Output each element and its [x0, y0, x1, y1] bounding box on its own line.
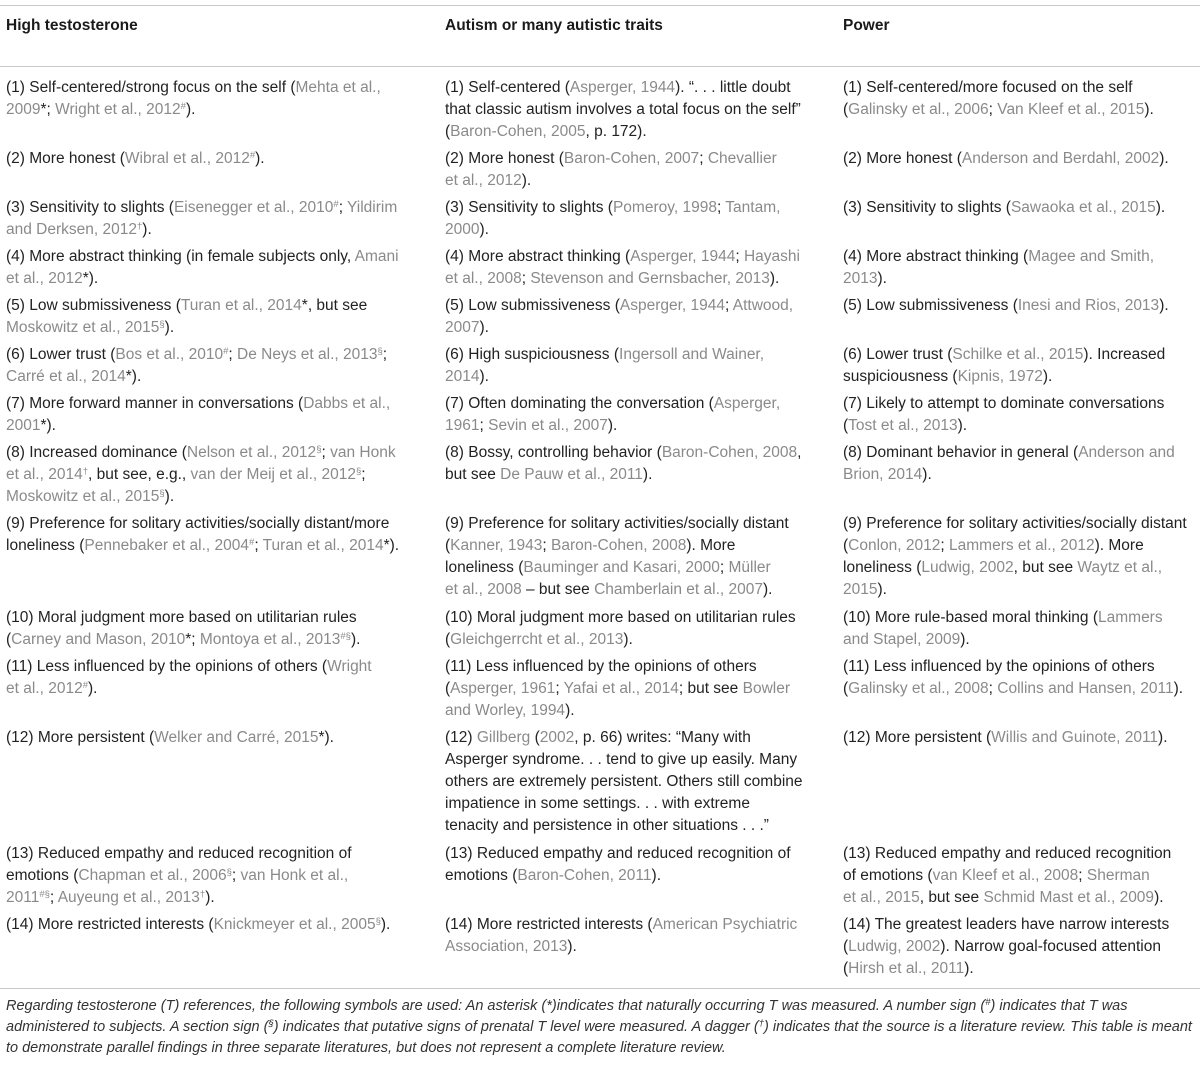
- citation-link[interactable]: and Derksen, 2012: [6, 221, 137, 238]
- citation-link[interactable]: Magee and Smith,: [1028, 248, 1155, 265]
- citation-link[interactable]: Brion, 2014: [843, 466, 923, 483]
- citation-link[interactable]: Wibral et al., 2012: [124, 150, 250, 167]
- table-cell: (13) Reduced empathy and reduced recognition of emotions (van Kleef et al., 2008; Sherman et al., 2015, but see Schmid Mast et al., 2009).: [843, 845, 1172, 906]
- citation-link[interactable]: Asperger, 1944: [619, 297, 725, 314]
- citation-link[interactable]: Willis and Guinote, 2011: [991, 729, 1159, 746]
- table-cell: (2) More honest (Baron-Cohen, 2007; Chevallier et al., 2012).: [445, 150, 777, 189]
- table-cell: (3) Sensitivity to slights (Sawaoka et al., 2015).: [843, 199, 1166, 216]
- table-cell: (14) The greatest leaders have narrow interests (Ludwig, 2002). Narrow goal-focused attention (Hirsh et al., 2011).: [843, 916, 1170, 977]
- table-cell: (4) More abstract thinking (Magee and Smith, 2013).: [843, 248, 1155, 287]
- citation-link[interactable]: Wright et al., 2012: [55, 101, 181, 118]
- table-cell: (14) More restricted interests (American Psychiatric Association, 2013).: [445, 916, 798, 955]
- citation-link[interactable]: Amani: [354, 248, 399, 265]
- citation-link[interactable]: Bauminger and Kasari, 2000: [523, 559, 720, 576]
- citation-link[interactable]: van Honk: [330, 444, 396, 461]
- citation-link[interactable]: Galinsky et al., 2008: [848, 680, 989, 697]
- table-bottom-rule: [0, 988, 1200, 989]
- citation-link[interactable]: Waytz et al.,: [1077, 559, 1163, 576]
- citation-link[interactable]: Association, 2013: [445, 938, 568, 955]
- citation-link[interactable]: Carney and Mason, 2010: [11, 631, 186, 648]
- citation-link[interactable]: Müller: [728, 559, 771, 576]
- citation-link[interactable]: Schmid Mast et al., 2009: [983, 889, 1155, 906]
- citation-link[interactable]: Nelson et al., 2012: [186, 444, 317, 461]
- citation-link[interactable]: Turan et al., 2014: [180, 297, 302, 314]
- citation-link[interactable]: Conlon, 2012: [848, 537, 941, 554]
- citation-link[interactable]: Ludwig, 2002: [848, 938, 941, 955]
- table-cell: (10) More rule-based moral thinking (Lammers and Stapel, 2009).: [843, 609, 1163, 648]
- citation-link[interactable]: Baron-Cohen, 2011: [517, 867, 652, 884]
- table-cell: (10) Moral judgment more based on utilitarian rules (Carney and Mason, 2010*; Montoya et al., 2013#§).: [6, 609, 361, 648]
- citation-link[interactable]: Collins and Hansen, 2011: [997, 680, 1174, 697]
- citation-link[interactable]: 2013: [843, 270, 878, 287]
- citation-link[interactable]: Attwood,: [732, 297, 794, 314]
- citation-link[interactable]: Chevallier: [707, 150, 777, 167]
- table-cell: (7) More forward manner in conversations (Dabbs et al., 2001*).: [6, 395, 391, 434]
- citation-link[interactable]: Kanner, 1943: [450, 537, 543, 554]
- citation-link[interactable]: van Kleef et al., 2008: [932, 867, 1079, 884]
- citation-link[interactable]: Pomeroy, 1998: [612, 199, 717, 216]
- citation-link[interactable]: et al., 2014: [6, 466, 83, 483]
- citation-link[interactable]: Tantam,: [725, 199, 781, 216]
- table-cell: (1) Self-centered (Asperger, 1944). “. . . little doubt that classic autism involves a total focus on the self” (Baron-Cohen, 2005, p. 172).: [445, 79, 801, 140]
- citation-link[interactable]: Inesi and Rios, 2013: [1017, 297, 1160, 314]
- citation-link[interactable]: Baron-Cohen, 2008: [661, 444, 798, 461]
- table-cell: (11) Less influenced by the opinions of others (Wright et al., 2012#).: [6, 658, 372, 697]
- citation-link[interactable]: Sherman: [1086, 867, 1150, 884]
- column-header-testosterone: High testosterone: [6, 17, 138, 34]
- table-cell: (10) Moral judgment more based on utilitarian rules (Gleichgerrcht et al., 2013).: [445, 609, 796, 648]
- citation-link[interactable]: et al., 2008: [445, 581, 522, 598]
- citation-link[interactable]: Tost et al., 2013: [848, 417, 958, 434]
- table-cell: (6) Lower trust (Bos et al., 2010#; De Neys et al., 2013§; Carré et al., 2014*).: [6, 346, 388, 385]
- citation-link[interactable]: Baron-Cohen, 2008: [551, 537, 687, 554]
- citation-link[interactable]: Baron-Cohen, 2005: [450, 123, 586, 140]
- citation-link[interactable]: Gleichgerrcht et al., 2013: [450, 631, 624, 648]
- table-cell: (12) More persistent (Willis and Guinote, 2011).: [843, 729, 1168, 746]
- citation-link[interactable]: 2007: [445, 319, 480, 336]
- citation-link[interactable]: Moskowitz et al., 2015: [6, 319, 160, 336]
- table-cell: (3) Sensitivity to slights (Eisenegger et al., 2010#; Yildirim and Derksen, 2012†).: [6, 199, 398, 238]
- column-header-power: Power: [843, 17, 890, 34]
- citation-link[interactable]: Sevin et al., 2007: [488, 417, 608, 434]
- citation-link[interactable]: Wright: [327, 658, 372, 675]
- citation-link[interactable]: Bowler: [742, 680, 790, 697]
- citation-link[interactable]: Dabbs et al.,: [303, 395, 391, 412]
- citation-link[interactable]: et al., 2008: [445, 270, 522, 287]
- table-cell: (1) Self-centered/more focused on the self (Galinsky et al., 2006; Van Kleef et al., 2015).: [843, 79, 1154, 118]
- citation-link[interactable]: Hayashi: [743, 248, 800, 265]
- table-cell: (6) Lower trust (Schilke et al., 2015). Increased suspiciousness (Kipnis, 1972).: [843, 346, 1166, 385]
- citation-link[interactable]: American Psychiatric: [652, 916, 798, 933]
- citation-link[interactable]: et al., 2012: [6, 270, 83, 287]
- citation-link[interactable]: Sawaoka et al., 2015: [1010, 199, 1156, 216]
- citation-link[interactable]: Anderson and: [1078, 444, 1175, 461]
- table-cell: (13) Reduced empathy and reduced recognition of emotions (Chapman et al., 2006§; van Honk et al., 2011#§; Auyeung et al., 2013†).: [6, 845, 352, 906]
- citation-link[interactable]: Chapman et al., 2006: [78, 867, 227, 884]
- table-cell: (9) Preference for solitary activities/socially distant (Kanner, 1943; Baron-Cohen, 2008). More loneliness (Bauminger and Kasari, 2000; Müller et al., 2008 – but see Chamberlain et al., 2007).: [445, 515, 789, 598]
- table-footnote: Regarding testosterone (T) references, the following symbols are used: An asterisk (*)indicates that naturally occurring T was measured. A number sign (#) indicates that T was administered to subjects. A section sign (§) indicates that putative signs of prenatal T level were measured. A dagger (†) indicates that the source is a literature review. This table is meant to demonstrate parallel findings in three separate literatures, but does not represent a complete literature review.: [6, 997, 1192, 1056]
- citation-link[interactable]: Asperger, 1944: [630, 248, 736, 265]
- table-cell: (4) More abstract thinking (Asperger, 1944; Hayashi et al., 2008; Stevenson and Gernsbacher, 2013).: [445, 248, 800, 287]
- citation-link[interactable]: van Honk et al.,: [240, 867, 349, 884]
- table-cell: (2) More honest (Anderson and Berdahl, 2002).: [843, 150, 1169, 167]
- table-cell: (5) Low submissiveness (Asperger, 1944; Attwood, 2007).: [445, 297, 794, 336]
- citation-link[interactable]: 1961: [445, 417, 480, 434]
- table-cell: (6) High suspiciousness (Ingersoll and Wainer, 2014).: [445, 346, 765, 385]
- citation-link[interactable]: Auyeung et al., 2013: [57, 889, 200, 906]
- citation-link[interactable]: Carré et al., 2014: [6, 368, 126, 385]
- citation-link[interactable]: Yildirim: [347, 199, 398, 216]
- table-cell: (2) More honest (Wibral et al., 2012#).: [6, 150, 265, 167]
- citation-link[interactable]: et al., 2015: [843, 889, 920, 906]
- citation-link[interactable]: Hirsh et al., 2011: [848, 960, 965, 977]
- citation-link[interactable]: Lammers et al., 2012: [949, 537, 1095, 554]
- citation-link[interactable]: Lammers: [1098, 609, 1163, 626]
- table-cell: (8) Bossy, controlling behavior (Baron-Cohen, 2008, but see De Pauw et al., 2011).: [445, 444, 802, 483]
- table-cell: (9) Preference for solitary activities/socially distant/more loneliness (Pennebaker et al., 2004#; Turan et al., 2014*).: [6, 515, 400, 554]
- table-cell: (8) Increased dominance (Nelson et al., 2012§; van Honk et al., 2014†, but see, e.g., van der Meij et al., 2012§; Moskowitz et al., 2015§).: [6, 444, 396, 505]
- citation-link[interactable]: De Neys et al., 2013: [237, 346, 378, 363]
- citation-link[interactable]: 2001: [6, 417, 41, 434]
- table-cell: (9) Preference for solitary activities/socially distant (Conlon, 2012; Lammers et al., 2012). More loneliness (Ludwig, 2002, but see Waytz et al., 2015).: [843, 515, 1187, 598]
- citation-link[interactable]: and Stapel, 2009: [843, 631, 961, 648]
- table-cell: (11) Less influenced by the opinions of others (Asperger, 1961; Yafai et al., 2014; but see Bowler and Worley, 1994).: [445, 658, 790, 719]
- citation-link[interactable]: Schilke et al., 2015: [952, 346, 1084, 363]
- table-cell: (13) Reduced empathy and reduced recognition of emotions (Baron-Cohen, 2011).: [445, 845, 791, 884]
- table-cell: (7) Likely to attempt to dominate conversations (Tost et al., 2013).: [843, 395, 1165, 434]
- citation-link[interactable]: Bos et al., 2010: [115, 346, 224, 363]
- table-cell: (11) Less influenced by the opinions of others (Galinsky et al., 2008; Collins and Hansen, 2011).: [843, 658, 1184, 697]
- column-header-autism: Autism or many autistic traits: [445, 17, 663, 34]
- citation-link[interactable]: Moskowitz et al., 2015: [6, 488, 160, 505]
- citation-link[interactable]: Knickmeyer et al., 2005: [213, 916, 376, 933]
- citation-link[interactable]: Van Kleef et al., 2015: [997, 101, 1145, 118]
- citation-link[interactable]: Ingersoll and Wainer,: [619, 346, 765, 363]
- table-cell: (5) Low submissiveness (Turan et al., 2014*, but see Moskowitz et al., 2015§).: [6, 297, 368, 336]
- citation-link[interactable]: Yafai et al., 2014: [563, 680, 679, 697]
- table-cell: (8) Dominant behavior in general (Anderson and Brion, 2014).: [843, 444, 1175, 483]
- table-cell: (4) More abstract thinking (in female subjects only, Amani et al., 2012*).: [6, 248, 399, 287]
- table-cell: (7) Often dominating the conversation (Asperger, 1961; Sevin et al., 2007).: [445, 395, 781, 434]
- citation-link[interactable]: Pennebaker et al., 2004: [84, 537, 250, 554]
- citation-link[interactable]: Ludwig, 2002: [921, 559, 1014, 576]
- citation-link[interactable]: and Worley, 1994: [445, 702, 566, 719]
- citation-link[interactable]: 2015: [843, 581, 878, 598]
- citation-link[interactable]: Mehta et al.,: [295, 79, 381, 96]
- citation-link[interactable]: Asperger,: [713, 395, 781, 412]
- citation-link[interactable]: et al., 2012: [6, 680, 83, 697]
- table-top-rule: [0, 5, 1200, 6]
- citation-link[interactable]: Eisenegger et al., 2010: [173, 199, 334, 216]
- citation-link[interactable]: Asperger, 1961: [450, 680, 556, 697]
- table-cell: (5) Low submissiveness (Inesi and Rios, 2013).: [843, 297, 1169, 314]
- citation-link[interactable]: 2000: [445, 221, 480, 238]
- citation-link[interactable]: Anderson and Berdahl, 2002: [961, 150, 1160, 167]
- citation-link[interactable]: et al., 2012: [445, 172, 522, 189]
- citation-link[interactable]: De Pauw et al., 2011: [500, 466, 643, 483]
- citation-link[interactable]: Baron-Cohen, 2007: [563, 150, 700, 167]
- citation-link[interactable]: Kipnis, 1972: [957, 368, 1043, 385]
- header-rule: [0, 66, 1200, 67]
- citation-link[interactable]: 2011: [6, 889, 40, 906]
- citation-link[interactable]: van der Meij et al., 2012: [190, 466, 356, 483]
- citation-link[interactable]: Asperger, 1944: [569, 79, 676, 96]
- citation-link[interactable]: 2009: [6, 101, 41, 118]
- citation-link[interactable]: Welker and Carré, 2015: [154, 729, 319, 746]
- table-cell: (14) More restricted interests (Knickmeyer et al., 2005§).: [6, 916, 391, 933]
- table-cell: (12) More persistent (Welker and Carré, 2015*).: [6, 729, 334, 746]
- table-cell: (12) Gillberg (2002, p. 66) writes: “Many with Asperger syndrome. . . tend to give up easily. Many others are extremely persistent. Others still combine impatience in some settings. . . with extreme tenacity and persistence in other situations . . .”: [445, 729, 803, 834]
- citation-link[interactable]: 2002: [539, 729, 575, 746]
- table-cell: (3) Sensitivity to slights (Pomeroy, 1998; Tantam, 2000).: [445, 199, 781, 238]
- citation-link[interactable]: Galinsky et al., 2006: [848, 101, 989, 118]
- citation-link[interactable]: 2014: [445, 368, 480, 385]
- citation-link[interactable]: Turan et al., 2014: [262, 537, 384, 554]
- citation-link[interactable]: Montoya et al., 2013: [199, 631, 341, 648]
- citation-link[interactable]: Stevenson and Gernsbacher, 2013: [530, 270, 770, 287]
- citation-link[interactable]: Gillberg: [476, 729, 531, 746]
- table-cell: (1) Self-centered/strong focus on the self (Mehta et al., 2009*; Wright et al., 2012#).: [6, 79, 381, 118]
- citation-link[interactable]: Chamberlain et al., 2007: [594, 581, 763, 598]
